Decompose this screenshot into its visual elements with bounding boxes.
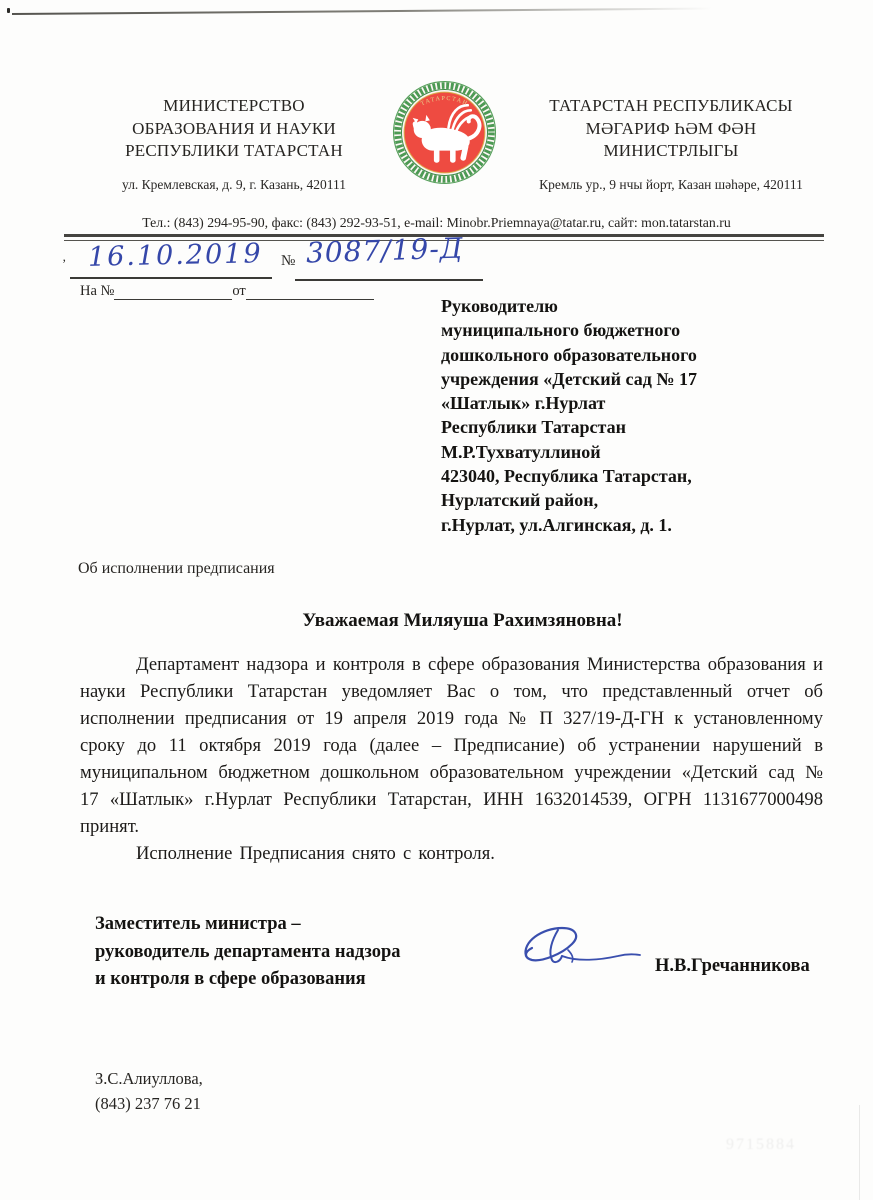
reply-prefix-label: На № — [80, 283, 115, 299]
letterhead-right-ministry — [500, 95, 842, 193]
recipient-line: муниципального бюджетного — [441, 320, 681, 341]
scan-artifact-edge — [859, 1105, 860, 1200]
handwritten-outgoing-number: 3087/19-Д — [305, 231, 465, 270]
body-paragraph: Департамент надзора и контроля в сфере образования Министерства образования и науки Республики Татарстан уведомляет Вас о том, что представленный отчет об исполнении предписания от 19 апреля 2019 года № П 327/19-Д-ГН к установленному сроку до 11 октября 2019 года (далее – Предписание) об устранении нарушений в муниципальном бюджетном дошкольном образовательном учреждении «Детский сад № 17 «Шатлык» г.Нурлат Республики Татарстан, ИНН 1632014539, ОГРН 1131677000498 принят. — [80, 654, 823, 837]
signer-position-line: Заместитель министра – — [95, 914, 301, 934]
date-underline — [70, 277, 272, 279]
contact-info-line: Тел.: (843) 294-95-90, факс: (843) 292-93-51, e-mail: Minobr.Priemnaya@tatar.ru, сайт: mon.tatarstan.ru — [142, 215, 731, 230]
ministry-address: Кремль ур., 9 нчы йорт, Казан шәһәре, 420111 — [539, 176, 803, 192]
recipient-line: г.Нурлат, ул.Алгинская, д. 1. — [441, 514, 672, 535]
salutation: Уважаемая Миляуша Рахимзяновна! — [302, 610, 623, 631]
recipient-line: Нурлатский район, — [441, 490, 599, 511]
recipient-block — [441, 294, 841, 537]
reply-reference-line — [80, 283, 374, 300]
recipient-line: Руководителю — [441, 296, 558, 316]
letter-subject: Об исполнении предписания — [78, 560, 275, 577]
scan-artifact-mark: ’ — [62, 256, 67, 271]
letterhead-left-ministry — [78, 95, 390, 193]
ministry-name-line: МИНИСТРЛЫГЫ — [603, 141, 739, 160]
scan-artifact-dot — [7, 8, 10, 13]
letter-body — [80, 651, 823, 867]
signer-position-line: и контроля в сфере образования — [95, 969, 366, 989]
recipient-line: Республики Татарстан — [441, 417, 626, 438]
ministry-name-line: РЕСПУБЛИКИ ТАТАРСТАН — [125, 141, 343, 160]
emblem-ring-text: ТАТАРСТАН — [420, 95, 469, 108]
signer-position-line: руководитель департамента надзора — [95, 941, 401, 962]
recipient-line: «Шатлык» г.Нурлат — [441, 393, 606, 414]
executor-phone: (843) 237 76 21 — [95, 1094, 201, 1113]
handwritten-date: 16.10.2019 — [87, 238, 263, 273]
body-paragraph: Исполнение Предписания снято с контроля. — [136, 843, 495, 864]
ministry-name-line: ОБРАЗОВАНИЯ И НАУКИ — [132, 118, 336, 138]
recipient-line: учреждения «Детский сад № 17 — [441, 368, 697, 389]
number-sign-label: № — [281, 253, 296, 269]
executor-contact-block — [95, 1066, 203, 1116]
reply-date-blank — [246, 285, 374, 300]
scan-artifact-line — [12, 8, 712, 15]
ministry-name-line: МӘГАРИФ ҺӘМ ФӘН — [585, 118, 757, 138]
reply-from-label: от — [232, 283, 246, 299]
handwritten-signature-ink — [508, 916, 653, 988]
reply-number-blank — [114, 285, 232, 300]
tatarstan-coat-of-arms-icon — [392, 80, 497, 185]
signer-position-block — [95, 911, 475, 994]
number-underline — [295, 279, 483, 281]
recipient-line: 423040, Республика Татарстан, — [441, 466, 692, 487]
ministry-name-line: МИНИСТЕРСТВО — [163, 96, 305, 115]
signer-name: Н.В.Гречанникова — [655, 956, 810, 976]
ministry-address: ул. Кремлевская, д. 9, г. Казань, 420111 — [122, 176, 346, 192]
recipient-line: дошкольного образовательного — [441, 344, 697, 365]
ministry-name-line: ТАТАРСТАН РЕСПУБЛИКАСЫ — [549, 96, 793, 115]
faint-watermark-number: 9715884 — [726, 1136, 796, 1153]
recipient-line: М.Р.Тухватуллиной — [441, 441, 601, 462]
executor-name: З.С.Алиуллова, — [95, 1069, 203, 1088]
